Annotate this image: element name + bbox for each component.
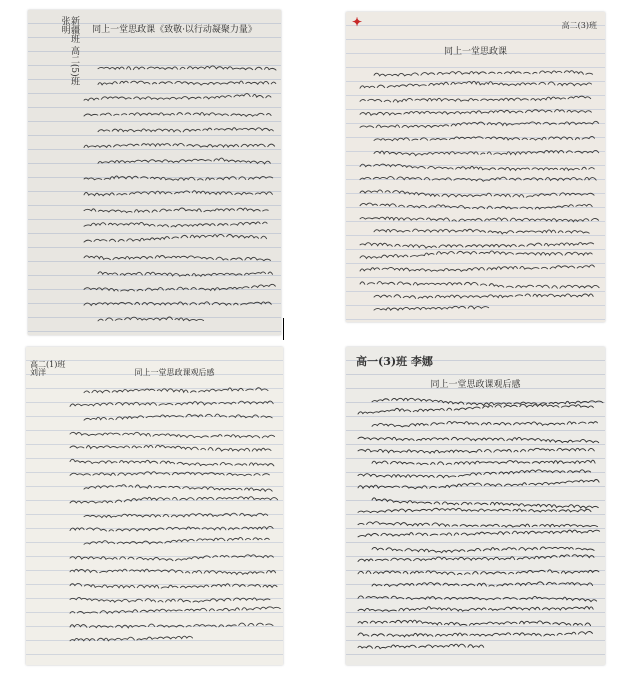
handwritten-text-line	[84, 485, 272, 492]
handwritten-text-line	[358, 570, 599, 575]
handwritten-text-line	[84, 143, 277, 147]
handwritten-text-line	[84, 414, 272, 420]
handwritten-text-line	[360, 96, 591, 102]
handwriting-lines	[346, 347, 605, 665]
handwritten-text-line	[84, 113, 274, 117]
page-header: 高二(3)班	[561, 21, 597, 30]
handwritten-text-line	[358, 479, 599, 488]
essay-title: 同上一堂思政课观后感	[430, 380, 521, 390]
student-name-note: 高二(1)班 刘洋	[30, 360, 66, 378]
handwritten-text-line	[84, 513, 270, 517]
handwritten-text-line	[358, 555, 594, 562]
handwritten-text-line	[70, 569, 276, 574]
handwritten-text-line	[70, 432, 277, 438]
handwritten-text-line	[358, 596, 597, 602]
handwritten-text-line	[358, 508, 591, 512]
handwritten-text-line	[98, 81, 276, 85]
essay-title: 同上一堂思政课	[443, 47, 507, 57]
handwritten-text-line	[358, 522, 598, 528]
handwritten-text-line	[98, 128, 273, 132]
handwritten-text-line	[360, 164, 594, 170]
handwritten-text-line	[98, 158, 270, 164]
handwritten-text-line	[84, 302, 271, 306]
essay-photo-1	[28, 10, 281, 335]
handwritten-text-line	[360, 251, 595, 259]
handwritten-text-line	[358, 404, 593, 414]
handwritten-text-line	[84, 208, 268, 213]
handwritten-text-line	[70, 597, 270, 602]
handwritten-text-line	[372, 498, 598, 509]
handwritten-text-line	[358, 644, 484, 648]
handwritten-text-line	[360, 203, 592, 209]
handwritten-text-line	[360, 243, 594, 249]
handwritten-text-line	[360, 190, 597, 197]
handwritten-text-line	[372, 547, 594, 553]
handwritten-text-line	[360, 265, 597, 271]
handwritten-text-line	[70, 526, 273, 531]
handwritten-text-line	[358, 620, 593, 625]
handwritten-text-line	[374, 71, 593, 76]
handwritten-text-line	[358, 632, 595, 637]
essay-photo-3	[26, 347, 283, 665]
handwritten-text-line	[98, 66, 279, 70]
handwriting-lines	[26, 347, 283, 665]
handwritten-text-line	[374, 229, 592, 234]
student-name-note: 新疆班 高二(5)班 张明	[59, 16, 79, 86]
essay-title: 同上一堂思政课《致敬·以行动凝聚力量》	[92, 25, 257, 35]
page-header: 高一(3)班 李娜	[356, 355, 433, 368]
handwritten-text-line	[358, 448, 597, 453]
handwritten-text-line	[84, 388, 271, 393]
handwritten-text-line	[84, 284, 275, 291]
handwritten-text-line	[372, 460, 595, 465]
handwritten-text-line	[70, 607, 280, 614]
essay-title: 同上一堂思政课观后感	[134, 368, 215, 377]
handwritten-text-line	[98, 317, 204, 321]
handwritten-text-line	[70, 445, 271, 451]
school-logo-icon: ✦	[352, 15, 363, 29]
handwritten-text-line	[84, 537, 272, 544]
handwritten-text-line	[358, 607, 593, 612]
handwritten-text-line	[358, 437, 599, 443]
handwritten-text-line	[98, 272, 275, 276]
handwritten-text-line	[70, 497, 278, 503]
handwritten-text-line	[374, 136, 595, 140]
handwritten-text-line	[84, 222, 270, 227]
handwritten-text-line	[70, 472, 269, 476]
handwritten-text-line	[84, 176, 273, 180]
handwritten-text-line	[374, 306, 489, 310]
handwritten-text-line	[358, 470, 593, 478]
handwritten-text-line	[360, 217, 601, 222]
handwritten-text-line	[374, 150, 599, 155]
essay-photo-2	[346, 12, 605, 322]
handwritten-text-line	[84, 255, 271, 260]
handwritten-text-line	[70, 401, 273, 406]
handwritten-text-line	[372, 398, 605, 405]
text-cursor	[283, 318, 284, 340]
handwritten-text-line	[358, 530, 600, 537]
essay-photo-4	[346, 347, 605, 665]
handwritten-text-line	[360, 177, 596, 182]
handwriting-lines	[346, 12, 605, 322]
handwritten-text-line	[70, 555, 273, 561]
handwritten-text-line	[84, 234, 269, 242]
handwritten-text-line	[70, 583, 280, 588]
handwritten-text-line	[84, 94, 271, 101]
handwritten-text-line	[360, 81, 592, 88]
handwritten-text-line	[84, 191, 272, 196]
handwritten-text-line	[374, 294, 593, 299]
handwritten-text-line	[372, 582, 593, 587]
handwritten-text-line	[70, 623, 273, 628]
handwritten-text-line	[70, 459, 274, 466]
handwritten-text-line	[372, 421, 598, 427]
handwritten-text-line	[360, 282, 599, 289]
handwritten-text-line	[360, 110, 594, 116]
handwritten-text-line	[360, 121, 599, 127]
handwritten-text-line	[70, 636, 193, 641]
